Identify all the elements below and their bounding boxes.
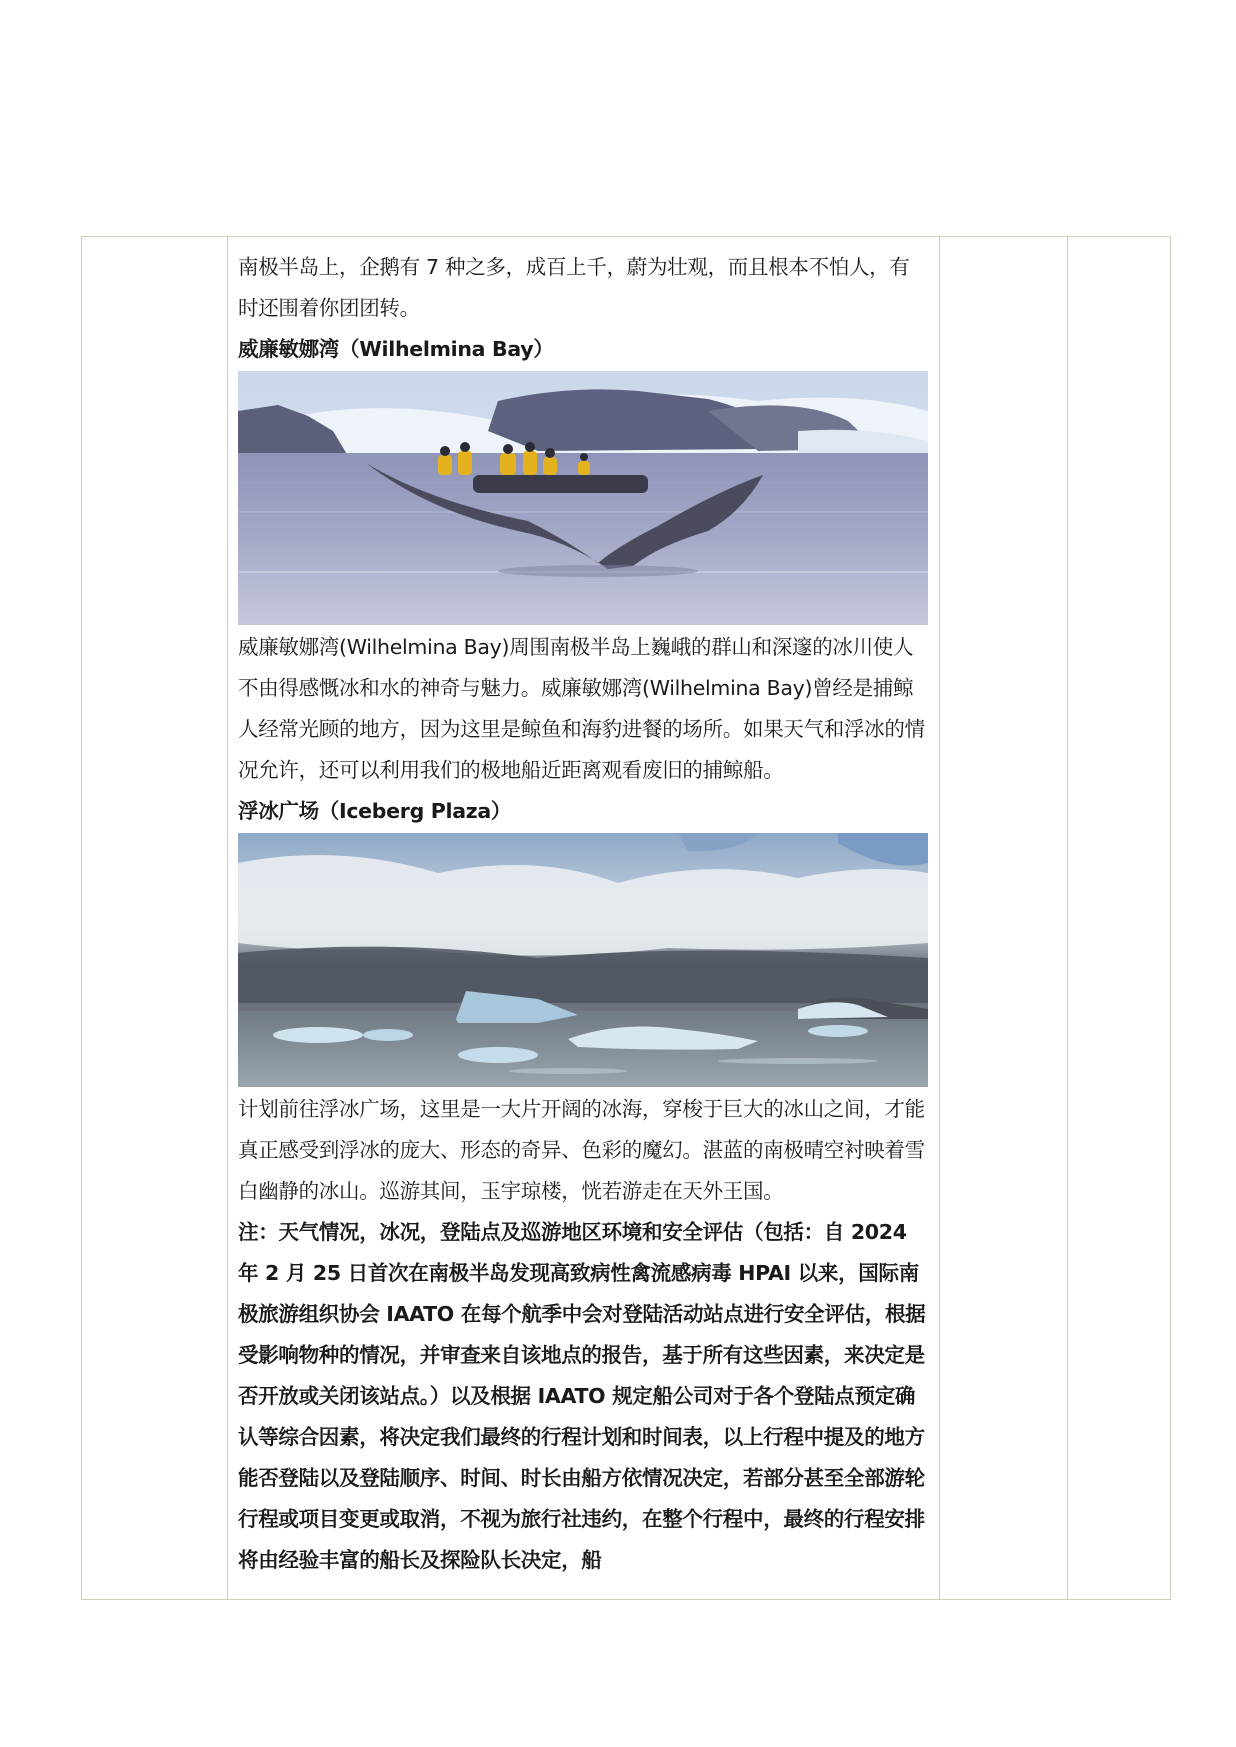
wilhelmina-bay-description: 威廉敏娜湾(Wilhelmina Bay)周围南极半岛上巍峨的群山和深邃的冰川使人不由得感慨冰和水的神奇与魅力。威廉敏娜湾(Wilhelmina Bay)曾经是捕鲸人经常光顾的地方，因为这里是鲸鱼和海豹进餐的场所。如果天气和浮冰的情况允许，还可以利用我们的极地船近距离观看废旧的捕鲸船。 [238, 635, 925, 782]
whale-tail-zodiac-photo [238, 371, 928, 625]
column-divider [939, 237, 940, 1599]
column-divider [1067, 237, 1068, 1599]
itinerary-content-cell [238, 247, 928, 1581]
column-divider [227, 237, 228, 1599]
iceberg-plaza-description: 计划前往浮冰广场，这里是一大片开阔的冰海，穿梭于巨大的冰山之间，才能真正感受到浮冰的庞大、形态的奇异、色彩的魔幻。湛蓝的南极晴空衬映着雪白幽静的冰山。巡游其间，玉宇琼楼，恍若游走在天外王国。 [238, 1097, 925, 1203]
itinerary-table [81, 236, 1171, 1600]
itinerary-disclaimer-note: 注：天气情况，冰况，登陆点及巡游地区环境和安全评估（包括：自 2024 年 2 月 25 日首次在南极半岛发现高致病性禽流感病毒 HPAI 以来，国际南极旅游组织协会 IAATO 在每个航季中会对登陆活动站点进行安全评估，根据受影响物种的情况，并审查来自该地点的报告，基于所有这些因素，来决定是否开放或关闭该站点。）以及根据 IAATO 规定船公司对于各个登陆点预定确认等综合因素，将决定我们最终的行程计划和时间表，以上行程中提及的地方能否登陆以及登陆顺序、时间、时长由船方依情况决定，若部分甚至全部游轮行程或项目变更或取消，不视为旅行社违约，在整个行程中，最终的行程安排将由经验丰富的船长及探险队长决定，船 [238, 1220, 926, 1572]
intro-paragraph: 南极半岛上，企鹅有 7 种之多，成百上千，蔚为壮观，而且根本不怕人，有时还围着你团团转。 [238, 255, 910, 320]
iceberg-plaza-photo [238, 833, 928, 1087]
wilhelmina-bay-heading: 威廉敏娜湾（Wilhelmina Bay） [238, 337, 554, 361]
iceberg-plaza-heading: 浮冰广场（Iceberg Plaza） [238, 799, 512, 823]
